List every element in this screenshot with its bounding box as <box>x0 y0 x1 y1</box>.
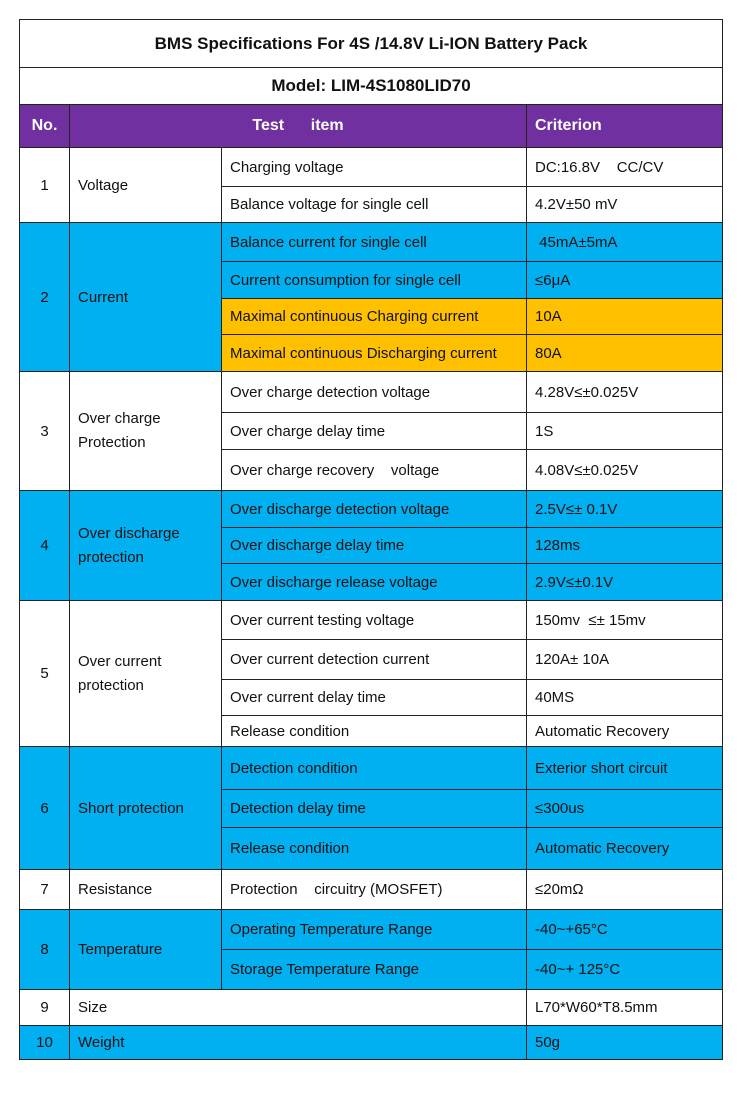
test-item: Voltage <box>70 148 222 223</box>
spec-criterion: Automatic Recovery <box>527 828 723 870</box>
row-number: 3 <box>20 372 70 491</box>
spec-criterion: 10A <box>527 299 723 335</box>
table-row <box>20 747 723 790</box>
spec-parameter: Detection condition <box>222 747 527 790</box>
spec-criterion: 80A <box>527 335 723 372</box>
test-item: Short protection <box>70 747 222 870</box>
test-item: Over discharge protection <box>70 491 222 601</box>
header-row <box>20 105 723 148</box>
spec-criterion: DC:16.8V CC/CV <box>527 148 723 187</box>
test-item: Current <box>70 223 222 372</box>
title-row <box>20 20 723 68</box>
table-row <box>20 372 723 413</box>
test-item: Over current protection <box>70 601 222 747</box>
row-number: 8 <box>20 910 70 990</box>
spec-criterion: -40~+ 125°C <box>527 950 723 990</box>
row-number: 7 <box>20 870 70 910</box>
model-row <box>20 68 723 105</box>
header-criterion: Criterion <box>527 105 723 148</box>
spec-criterion: 120A± 10A <box>527 640 723 680</box>
spec-criterion: ≤20mΩ <box>527 870 723 910</box>
table-row <box>20 870 723 910</box>
table-row <box>20 1026 723 1060</box>
row-number: 5 <box>20 601 70 747</box>
spec-parameter: Operating Temperature Range <box>222 910 527 950</box>
spec-parameter: Over charge recovery voltage <box>222 450 527 491</box>
document-title: BMS Specifications For 4S /14.8V Li-ION Battery Pack <box>20 20 723 68</box>
test-item: Temperature <box>70 910 222 990</box>
header-no: No. <box>20 105 70 148</box>
test-item: Size <box>70 990 527 1026</box>
row-number: 2 <box>20 223 70 372</box>
spec-parameter: Over discharge delay time <box>222 528 527 564</box>
test-item: Resistance <box>70 870 222 910</box>
spec-parameter: Over discharge release voltage <box>222 564 527 601</box>
test-item: Weight <box>70 1026 527 1060</box>
row-number: 10 <box>20 1026 70 1060</box>
spec-parameter: Balance current for single cell <box>222 223 527 262</box>
spec-criterion: 150mv ≤± 15mv <box>527 601 723 640</box>
table-row <box>20 601 723 640</box>
spec-criterion: Exterior short circuit <box>527 747 723 790</box>
test-item: Over charge Protection <box>70 372 222 491</box>
spec-parameter: Current consumption for single cell <box>222 262 527 299</box>
spec-parameter: Release condition <box>222 716 527 747</box>
table-row <box>20 148 723 187</box>
spec-criterion: 4.2V±50 mV <box>527 187 723 223</box>
spec-criterion: 1S <box>527 413 723 450</box>
table-row <box>20 491 723 528</box>
spec-parameter: Protection circuitry (MOSFET) <box>222 870 527 910</box>
spec-criterion: ≤300us <box>527 790 723 828</box>
spec-parameter: Maximal continuous Discharging current <box>222 335 527 372</box>
spec-parameter: Over charge detection voltage <box>222 372 527 413</box>
spec-parameter: Over current detection current <box>222 640 527 680</box>
spec-criterion: 4.08V≤±0.025V <box>527 450 723 491</box>
row-number: 4 <box>20 491 70 601</box>
spec-criterion: 45mA±5mA <box>527 223 723 262</box>
spec-criterion: Automatic Recovery <box>527 716 723 747</box>
spec-parameter: Over current delay time <box>222 680 527 716</box>
spec-criterion: L70*W60*T8.5mm <box>527 990 723 1026</box>
spec-criterion: 128ms <box>527 528 723 564</box>
spec-criterion: 40MS <box>527 680 723 716</box>
spec-parameter: Release condition <box>222 828 527 870</box>
spec-criterion: 4.28V≤±0.025V <box>527 372 723 413</box>
spec-criterion: 2.5V≤± 0.1V <box>527 491 723 528</box>
table-row <box>20 223 723 262</box>
spec-parameter: Balance voltage for single cell <box>222 187 527 223</box>
table-row <box>20 910 723 950</box>
spec-criterion: ≤6μA <box>527 262 723 299</box>
spec-parameter: Maximal continuous Charging current <box>222 299 527 335</box>
spec-parameter: Detection delay time <box>222 790 527 828</box>
model-number: Model: LIM-4S1080LID70 <box>20 68 723 105</box>
row-number: 6 <box>20 747 70 870</box>
table-row <box>20 990 723 1026</box>
row-number: 1 <box>20 148 70 223</box>
spec-parameter: Over discharge detection voltage <box>222 491 527 528</box>
row-number: 9 <box>20 990 70 1026</box>
spec-criterion: 50g <box>527 1026 723 1060</box>
bms-spec-table <box>19 19 723 1060</box>
spec-parameter: Storage Temperature Range <box>222 950 527 990</box>
spec-parameter: Charging voltage <box>222 148 527 187</box>
header-test-item: Test item <box>70 105 527 148</box>
spec-parameter: Over charge delay time <box>222 413 527 450</box>
spec-criterion: 2.9V≤±0.1V <box>527 564 723 601</box>
spec-parameter: Over current testing voltage <box>222 601 527 640</box>
spec-criterion: -40~+65°C <box>527 910 723 950</box>
